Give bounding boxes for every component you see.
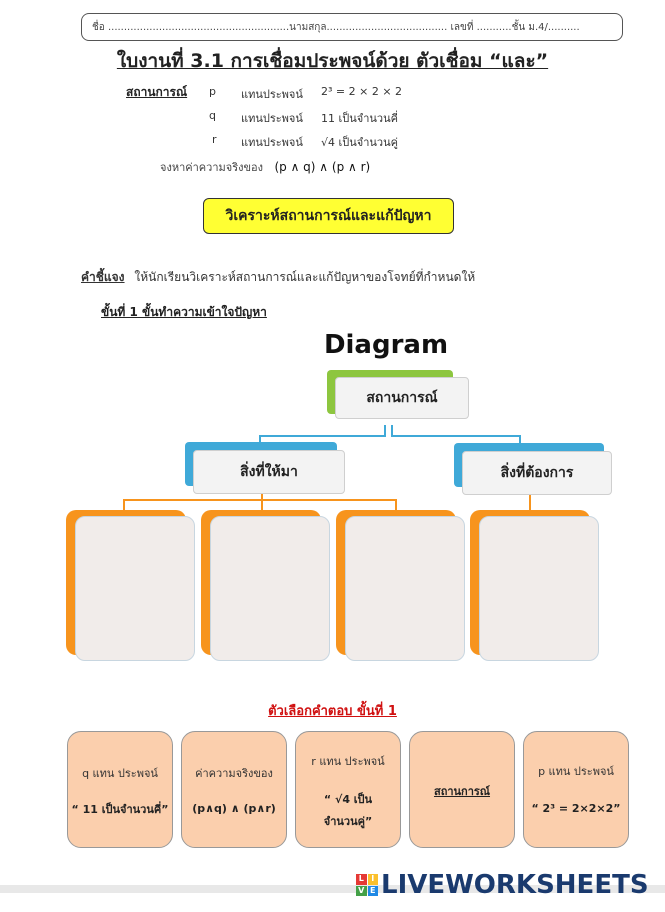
connector-left-box3 xyxy=(262,500,396,510)
logo-letter-i: I xyxy=(368,874,379,885)
option-2-line2: (p∧q) ∧ (p∧r) xyxy=(192,802,276,815)
option-4-line2: สถานการณ์ xyxy=(433,785,491,798)
answer-box-3[interactable] xyxy=(345,516,465,661)
answer-box-2[interactable] xyxy=(210,516,330,661)
option-card-3[interactable] xyxy=(295,731,401,848)
prop-stand-p: แทนประพจน์ xyxy=(241,88,303,101)
liveworksheets-logo xyxy=(356,870,649,900)
option-1-line2: “ 11 เป็นจำนวนคี่” xyxy=(71,803,169,816)
option-1-line1: q แทน ประพจน์ xyxy=(82,767,158,780)
instruction xyxy=(81,268,475,287)
option-card-2[interactable] xyxy=(181,731,287,848)
root-node: สถานการณ์ xyxy=(335,377,469,419)
logo-letter-l: L xyxy=(356,874,367,885)
answer-box-4[interactable] xyxy=(479,516,599,661)
instruction-text: ให้นักเรียนวิเคราะห์สถานการณ์และแก้ปัญหาของโจทย์ที่กำหนดให้ xyxy=(134,270,476,284)
option-2-line1: ค่าความจริงของ xyxy=(195,767,273,780)
prop-text-p: 2³ = 2 × 2 × 2 xyxy=(321,85,403,98)
prop-stand-q: แทนประพจน์ xyxy=(241,112,303,125)
prop-text-q: 11 เป็นจำนวนคี่ xyxy=(321,112,398,125)
prop-var-q: q xyxy=(209,109,216,122)
option-card-4[interactable] xyxy=(409,731,515,848)
situation-label: สถานการณ์ xyxy=(126,85,188,99)
option-5-line1: p แทน ประพจน์ xyxy=(538,765,614,778)
diagram-title: Diagram xyxy=(323,330,449,360)
wanted-node: สิ่งที่ต้องการ xyxy=(462,451,612,495)
liveworksheets-icon xyxy=(356,874,378,896)
logo-letter-e: E xyxy=(368,886,379,897)
liveworksheets-brand: LIVEWORKSHEETS xyxy=(381,870,649,900)
prop-var-p: p xyxy=(209,85,216,98)
given-node: สิ่งที่ให้มา xyxy=(193,450,345,494)
step1-heading: ขั้นที่ 1 ขั้นทำความเข้าใจปัญหา xyxy=(101,305,267,319)
option-3-line3: จำนวนคู่” xyxy=(323,815,373,828)
option-5-line2: “ 2³ = 2×2×2” xyxy=(531,802,621,815)
prop-text-r: √4 เป็นจำนวนคู่ xyxy=(321,136,398,149)
option-3-line1: r แทน ประพจน์ xyxy=(311,755,385,768)
options-heading: ตัวเลือกคำตอบ ขั้นที่ 1 xyxy=(268,704,397,719)
option-card-5[interactable] xyxy=(523,731,629,848)
worksheet-title: ใบงานที่ 3.1 การเชื่อมประพจน์ด้วย ตัวเชื่อม “และ” xyxy=(116,50,549,72)
option-3-line2: “ √4 เป็น xyxy=(323,793,373,806)
prop-var-r: r xyxy=(212,133,217,146)
answer-box-1[interactable] xyxy=(75,516,195,661)
task-label: จงหาค่าความจริงของ xyxy=(160,161,263,174)
task-expression: (p ∧ q) ∧ (p ∧ r) xyxy=(274,160,371,174)
task-line xyxy=(160,158,370,176)
analysis-banner: วิเคราะห์สถานการณ์และแก้ปัญหา xyxy=(203,198,454,234)
student-info-line: ชื่อ .........................................................นามสกุล...................................... เลขที่ ...........ชั้น ม.4/.......... xyxy=(92,21,580,33)
prop-stand-r: แทนประพจน์ xyxy=(241,136,303,149)
logo-letter-v: V xyxy=(356,886,367,897)
proposition-list xyxy=(0,0,665,160)
connector-root-right xyxy=(392,425,520,444)
instruction-label: คำชี้แจง xyxy=(81,270,125,284)
option-card-1[interactable] xyxy=(67,731,173,848)
